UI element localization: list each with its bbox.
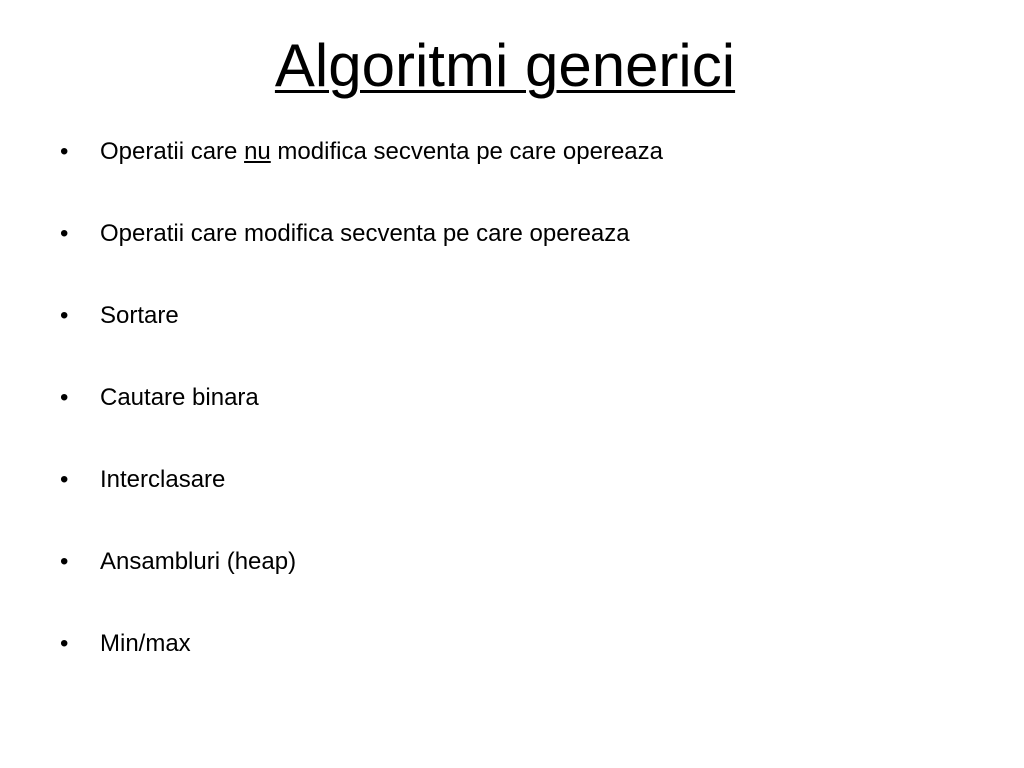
bullet-marker: • [60,384,69,411]
bullet-text: Cautare binara [100,384,259,411]
slide-title-text: Algoritmi generici [274,32,736,99]
bullet-text: Operatii care modifica secventa pe care opereaza [100,220,630,247]
bullet-text: Interclasare [100,466,226,493]
bullet-marker: • [60,302,69,329]
bullet-marker: • [60,548,69,575]
bullet-text-underlined: nu [244,138,271,165]
bullet-text-before: Operatii care [100,138,245,165]
bullet-marker: • [60,466,69,493]
bullet-text [100,132,663,172]
bullet-marker: • [60,220,69,247]
slide-title [0,28,1010,104]
bullet-text-after: modifica secventa pe care opereaza [270,138,663,165]
bullet-marker: • [60,138,69,165]
bullet-text: Min/max [100,630,191,657]
bullet-text: Ansambluri (heap) [100,548,297,575]
bullet-marker: • [60,630,69,657]
bullet-text: Sortare [100,302,179,329]
